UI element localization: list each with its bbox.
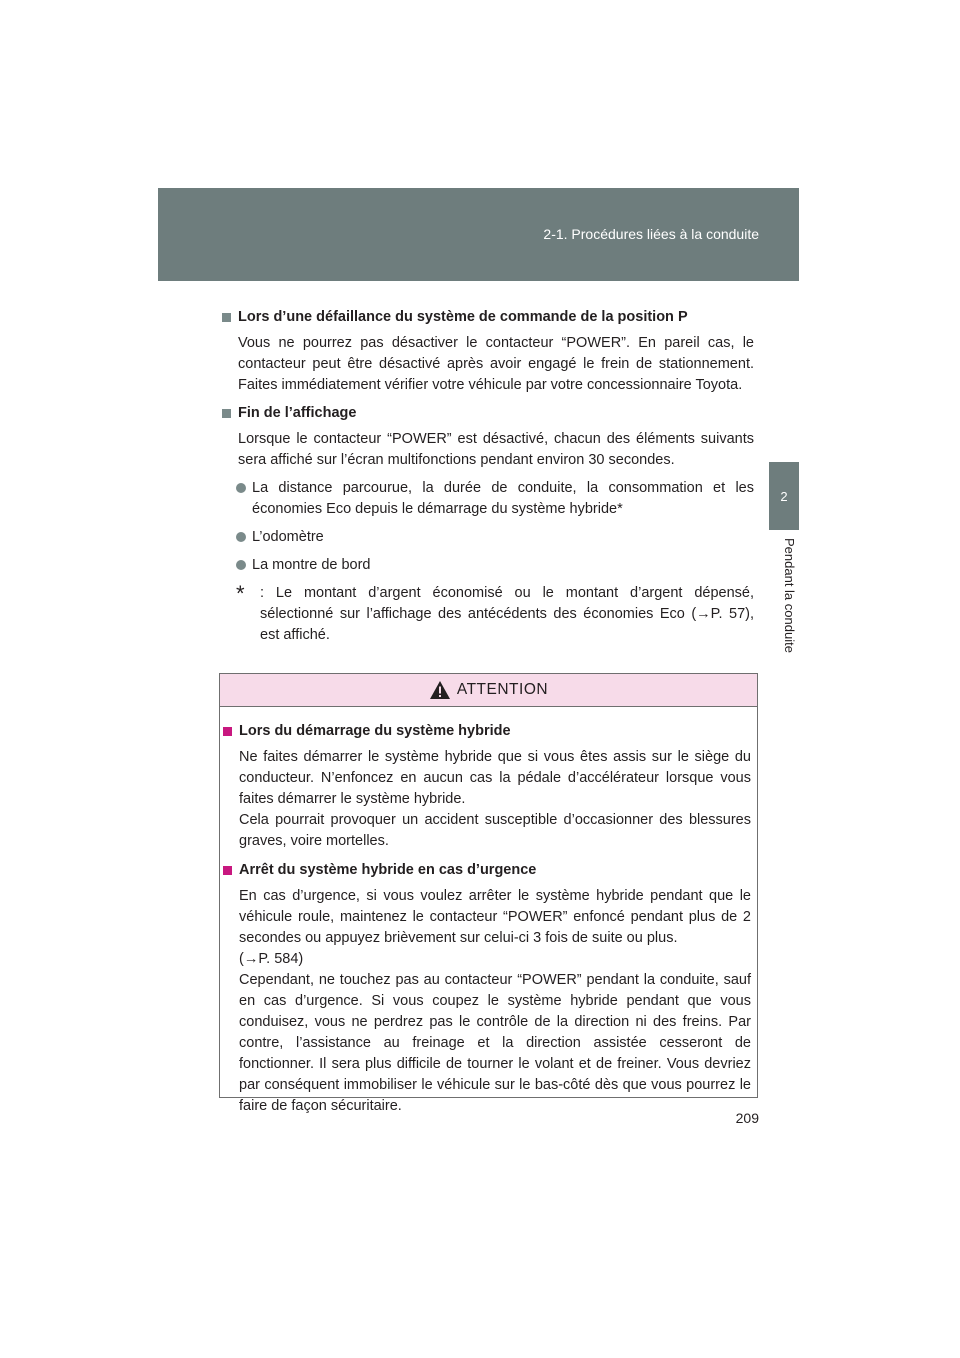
warning-body (220, 707, 757, 1117)
list-item-text: La distance parcourue, la durée de conduite, la consommation et les économies Eco depuis le démarrage du système hybride* (252, 480, 754, 517)
warning-paragraph: Ne faites démarrer le système hybride que si vous êtes assis sur le siège du conducteur. N’enfoncez en aucun cas la pédale d’accélérateur lorsque vous faites démarrer le système hybride. Cela pourrait provoquer un accident susceptible d’occasionner des blessures graves, voire mortelles. (239, 749, 751, 849)
warning-section-heading-text: Lors du démarrage du système hybride (239, 723, 511, 739)
warning-heading: ATTENTION (456, 681, 549, 698)
footnote (236, 583, 754, 646)
list-item (236, 478, 754, 520)
square-bullet-icon (223, 727, 232, 736)
chapter-tab-label: Pendant la conduite (782, 538, 797, 653)
chapter-tab-number: 2 (769, 462, 799, 530)
round-bullet-icon (236, 532, 246, 542)
page-number: 209 (735, 1110, 759, 1126)
section-paragraph: Vous ne pourrez pas désactiver le contacteur “POWER”. En pareil cas, le contacteur peut être désactivé après avoir engagé le frein de stationnement. Faites immédiatement vérifier votre véhicule par votre concessionnaire Toyota. (238, 335, 754, 393)
footnote-text: : Le montant d’argent économisé ou le montant d’argent dépensé, sélectionné sur l’affichage des antécédents des économies Eco (→P. 57), est affiché. (260, 585, 754, 643)
section-heading-text: Lors d’une défaillance du système de commande de la position P (238, 309, 688, 325)
square-bullet-icon (222, 409, 231, 418)
list-item-text: L’odomètre (252, 529, 324, 545)
main-content (222, 307, 754, 646)
warning-section-heading (223, 721, 751, 741)
section-paragraph: Lorsque le contacteur “POWER” est désactivé, chacun des éléments suivants sera affiché sur l’écran multifonctions pendant environ 30 secondes. (238, 431, 754, 468)
warning-header (220, 674, 757, 707)
round-bullet-icon (236, 560, 246, 570)
warning-section-heading-text: Arrêt du système hybride en cas d’urgence (239, 862, 537, 878)
warning-paragraph: En cas d’urgence, si vous voulez arrêter le système hybride pendant que le véhicule roule, maintenez le contacteur “POWER” enfoncé pendant plus de 2 secondes ou appuyez brièvement sur celui-ci 3 fois de suite ou plus. (→P. 584) Cependant, ne touchez pas au contacteur “POWER” pendant la conduite, sauf en cas d’urgence. Si vous coupez le système hybride pendant que vous conduisez, vous ne perdrez pas le contrôle de la direction ni des freins. Par contre, l’assistance au freinage et la direction assistée cesseront de fonctionner. Il sera plus difficile de tourner le volant et de freiner. Vous devriez par conséquent immobiliser le véhicule sur le bas-côté dès que vous pourrez le faire de façon sécuritaire. (239, 888, 751, 1114)
header-band (158, 188, 799, 281)
warning-triangle-icon (429, 680, 451, 700)
chapter-section-title: 2-1. Procédures liées à la conduite (543, 226, 759, 242)
section-heading (222, 403, 754, 423)
list-item (236, 527, 754, 548)
list-item-text: La montre de bord (252, 557, 371, 573)
round-bullet-icon (236, 483, 246, 493)
square-bullet-icon (222, 313, 231, 322)
list-item (236, 555, 754, 576)
warning-box (219, 673, 758, 1114)
warning-section-heading (223, 860, 751, 880)
section-heading-text: Fin de l’affichage (238, 405, 357, 421)
square-bullet-icon (223, 866, 232, 875)
section-heading (222, 307, 754, 327)
footnote-mark: * (236, 581, 245, 606)
